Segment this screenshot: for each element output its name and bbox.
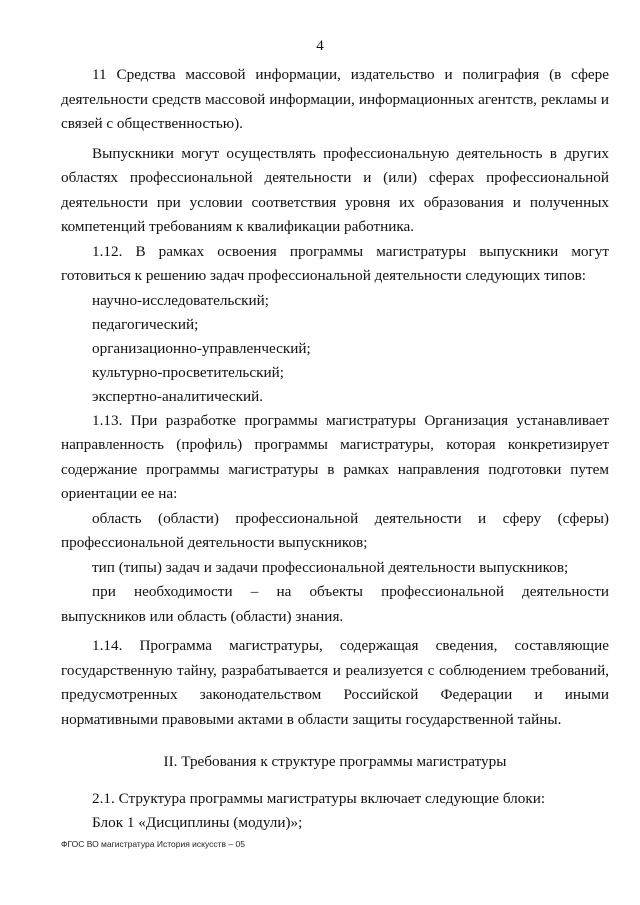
paragraph-1-12: 1.12. В рамках освоения программы магистратуры выпускники могут готовиться к решению задач профессиональной деятельности следующих типов: (61, 242, 609, 284)
document-body (61, 63, 609, 836)
paragraph-media-sphere: 11 Средства массовой информации, издательство и полиграфия (в сфере деятельности средств массовой информации, информационных агентств, рекламы и связей с общественностью). (61, 66, 609, 132)
paragraph-1-14: 1.14. Программа магистратуры, содержащая сведения, составляющие государственную тайну, разрабатывается и реализуется с соблюдением требований, предусмотренных законодательством Российской Федерации и иными нормативными правовыми актами в области защиты государственной тайны. (61, 637, 609, 728)
paragraph-orientation-tasks: тип (типы) задач и задачи профессиональной деятельности выпускников; (92, 558, 569, 576)
section-heading: II. Требования к структуре программы магистратуры (163, 753, 507, 770)
paragraph-graduates-other-areas: Выпускники могут осуществлять профессиональную деятельность в других областях профессиональной деятельности и (или) сферах профессиональной деятельности при условии соответствия уровня их образования и полученных компетенций требованиям к квалификации работника. (61, 144, 609, 235)
page-number: 4 (316, 38, 324, 54)
list-item: педагогический; (92, 315, 199, 333)
paragraph-2-1: 2.1. Структура программы магистратуры включает следующие блоки: (92, 789, 546, 807)
list-item: культурно-просветительский; (92, 363, 284, 381)
task-types-list (61, 289, 609, 409)
paragraph-orientation-area: область (области) профессиональной деятельности и сферу (сферы) профессиональной деятельности выпускников; (61, 509, 609, 551)
document-footer: ФГОС ВО магистратура История искусств – 05 (61, 839, 245, 849)
paragraph-orientation-objects: при необходимости – на объекты профессиональной деятельности выпускников или область (области) знания. (61, 583, 609, 625)
paragraph-block-1: Блок 1 «Дисциплины (модули)»; (92, 814, 303, 831)
list-item: научно-исследовательский; (92, 291, 269, 309)
list-item: организационно-управленческий; (92, 339, 311, 357)
paragraph-1-13: 1.13. При разработке программы магистратуры Организация устанавливает направленность (профиль) программы магистратуры, которая конкретизирует содержание программы магистратуры в рамках направления подготовки путем ориентации ее на: (61, 411, 609, 502)
list-item: экспертно-аналитический. (92, 387, 264, 405)
